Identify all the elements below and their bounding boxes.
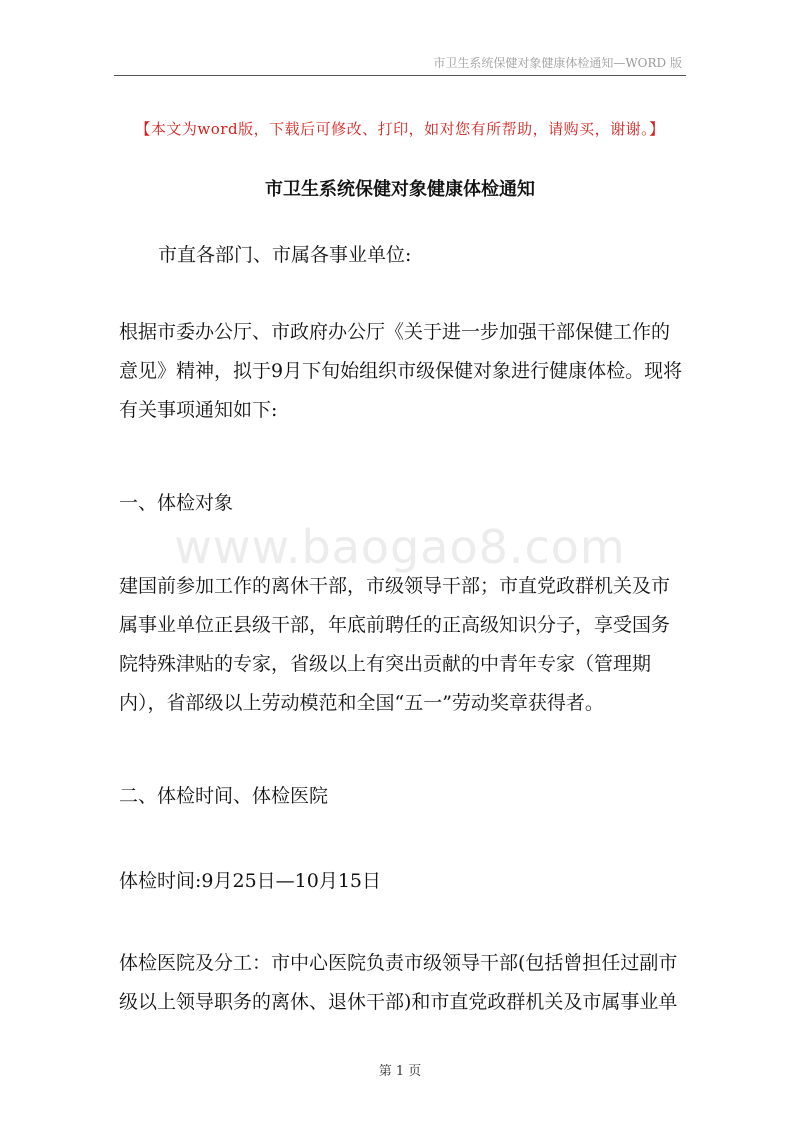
- purchase-notice: 【本文为word版，下载后可修改、打印，如对您有所帮助，请购买，谢谢。】: [135, 120, 665, 138]
- section-two-heading: 二、体检时间、体检医院: [119, 785, 329, 807]
- paragraph-hospital-assignment: 体检医院及分工：市中心医院负责市级领导干部(包括曾担任过副市级以上领导职务的离休、退休干部)和市直党政群机关及市属事业单: [119, 952, 678, 1013]
- page-number: 第 1 页: [378, 1064, 422, 1079]
- watermark: www.baogao8.com: [174, 520, 626, 574]
- salutation: 市直各部门、市属各事业单位:: [158, 244, 412, 266]
- section-one-heading: 一、体检对象: [119, 492, 234, 514]
- document-title: 市卫生系统保健对象健康体检通知: [265, 179, 535, 200]
- paragraph-exam-time: 体检时间:9月25日—10月15日: [119, 870, 382, 892]
- paragraph-basis: 根据市委办公厅、市政府办公厅《关于进一步加强干部保健工作的意见》精神，拟于9月下旬始组织市级保健对象进行健康体检。现将有关事项通知如下:: [119, 321, 683, 421]
- header-divider: [114, 75, 686, 76]
- header-text: 市卫生系统保健对象健康体检通知—WORD 版: [433, 56, 682, 70]
- paragraph-targets: 建国前参加工作的离休干部，市级领导干部；市直党政群机关及市属事业单位正县级干部，年底前聘任的正高级知识分子，享受国务院特殊津贴的专家，省级以上有突出贡献的中青年专家（管理期内），省部级以上劳动模范和全国“五一”劳动奖章获得者。: [119, 575, 671, 714]
